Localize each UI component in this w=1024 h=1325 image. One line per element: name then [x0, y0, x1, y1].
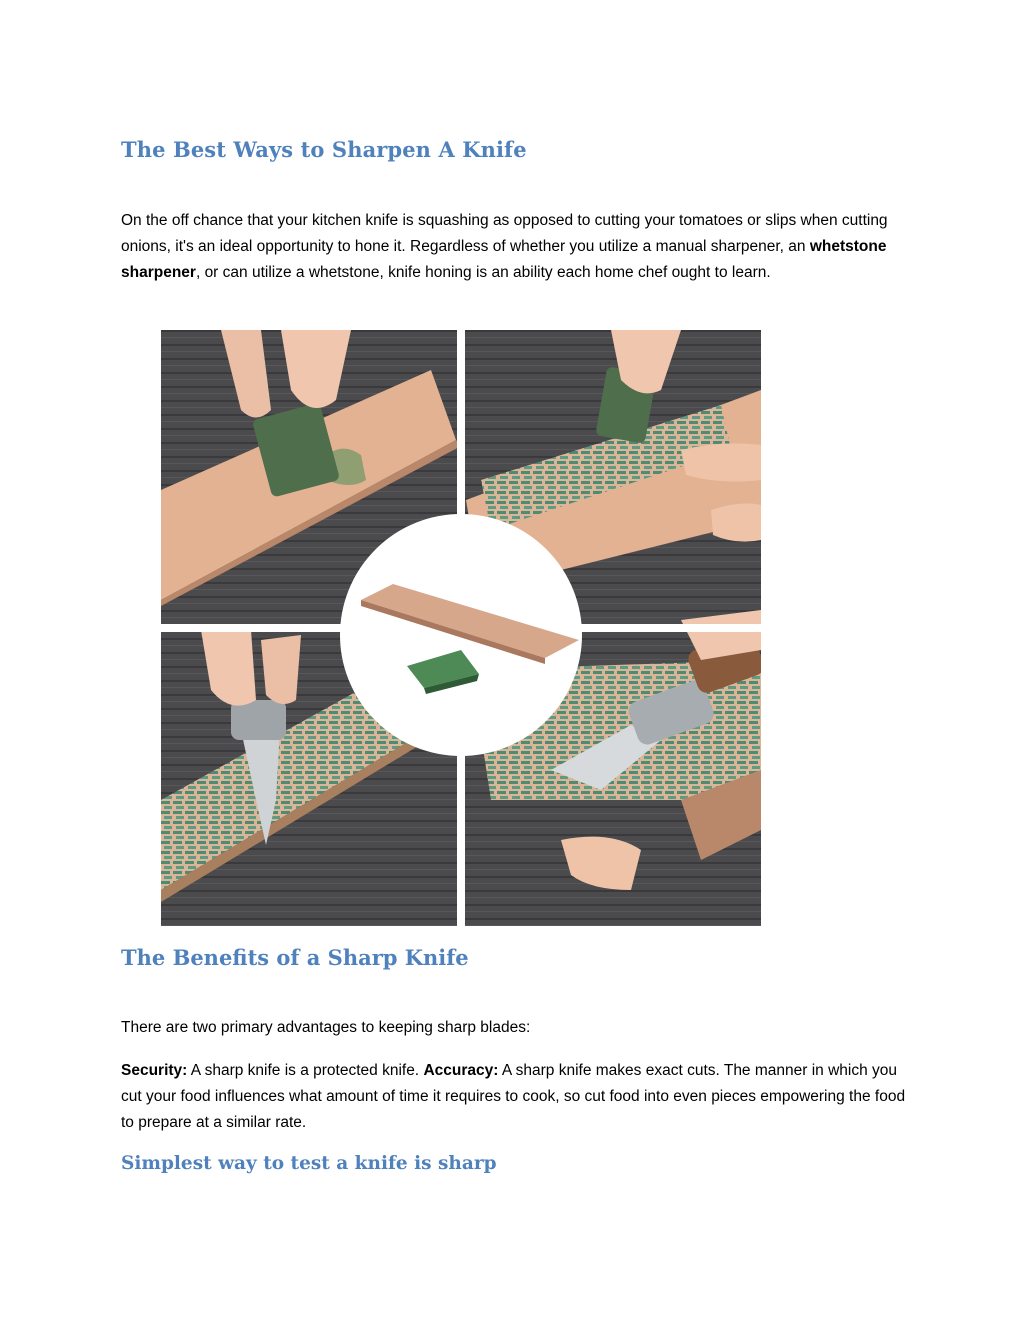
security-text: A sharp knife is a protected knife.	[187, 1062, 424, 1079]
security-label: Security:	[121, 1062, 188, 1079]
intro-paragraph	[121, 208, 911, 285]
section-heading-test: Simplest way to test a knife is sharp	[121, 1153, 497, 1174]
page-title: The Best Ways to Sharpen A Knife	[121, 137, 527, 162]
intro-bold-term: whetstone sharpener	[121, 237, 887, 281]
intro-text-2: , or can utilize a whetstone, knife honing is an ability each home chef ought to learn.	[195, 263, 771, 281]
advantages-intro: There are two primary advantages to keeping sharp blades:	[121, 1019, 531, 1036]
intro-text-1: On the off chance that your kitchen knife is squashing as opposed to cutting your tomatoes or slips when cutting onions, it's an ideal opportunity to hone it. Regardless of whether you utilize a manual sharpener, an	[121, 212, 888, 255]
section-heading-benefits: The Benefits of a Sharp Knife	[121, 945, 469, 970]
advantages-paragraph	[121, 1058, 911, 1135]
accuracy-label: Accuracy:	[423, 1062, 499, 1079]
accuracy-text: A sharp knife makes exact cuts. The manner in which you cut your food influences what amount of time it requires to cook, so cut food into even pieces empowering the food to prepare at a similar rate.	[121, 1062, 906, 1131]
sharpening-photo	[161, 330, 761, 926]
